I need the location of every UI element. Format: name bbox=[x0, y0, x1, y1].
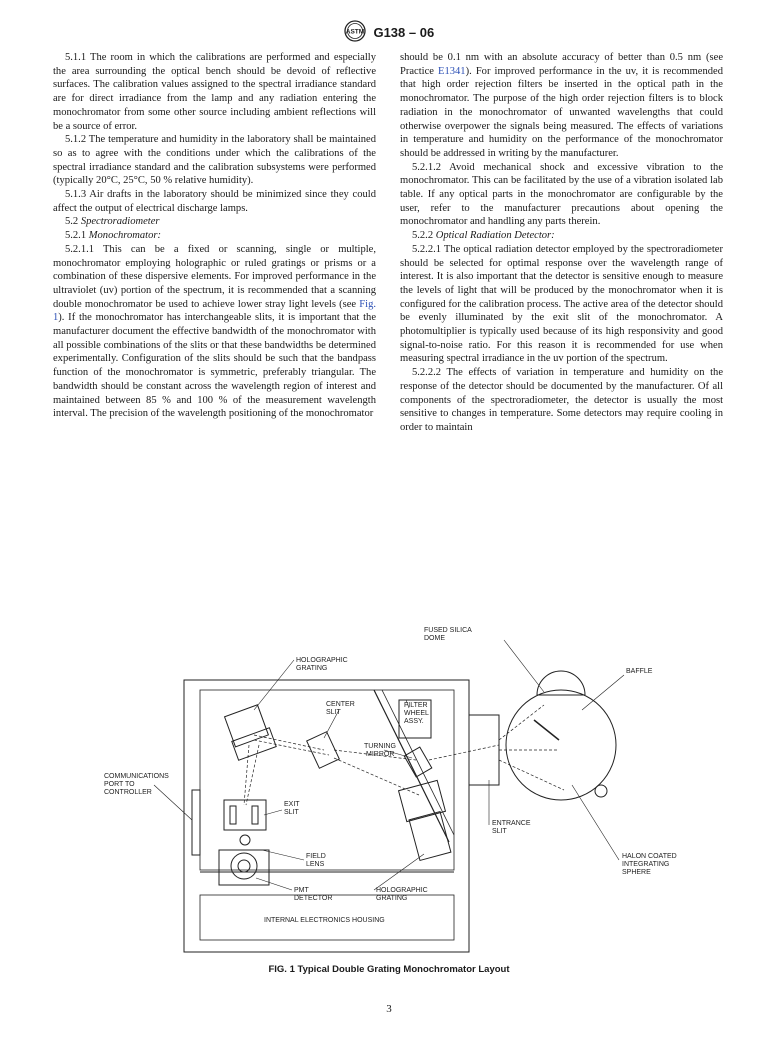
heading-5-2 bbox=[53, 215, 376, 229]
label-center-slit: CENTER bbox=[326, 701, 355, 708]
sphere-baffle bbox=[534, 720, 559, 740]
heading-5-2-2-title: Optical Radiation Detector: bbox=[435, 230, 555, 242]
figure-caption: FIG. 1 Typical Double Grating Monochromator Layout bbox=[268, 964, 510, 975]
label-pmt-detector-2: DETECTOR bbox=[294, 895, 333, 902]
paragraph-5-2-1-2: 5.2.1.2 Avoid mechanical shock and excessive vibration to the monochromator. This can be facilitated by the use of a vibration isolated lab table. If any optical parts in the monochromator are configurable by the user, refer to the manufacturer precautions about opening the monochromator and handling any parts therein. bbox=[400, 161, 723, 228]
page-header bbox=[0, 20, 778, 45]
label-halon-sphere-2: INTEGRATING bbox=[622, 861, 670, 868]
communications-port bbox=[192, 790, 200, 855]
document-title: G138 – 06 bbox=[373, 25, 435, 40]
paragraph-5-2-2-1: 5.2.2.1 The optical radiation detector employed by the spectroradiometer should be selected for optimal response over the wavelength range of interest. It is also important that the detector is sensitive enough to measure the levels of light that will be produced by the monochromator when it is configured for the calibration process. The active area of the detector should be evenly illuminated by the exit slit of the monochromator. A photomultiplier is typically used because of its high responsivity and good signal-to-noise ratio. For this reason it is recommended for use when measuring spectral irradiance in the uv portion of the spectrum. bbox=[400, 243, 723, 365]
left-column bbox=[53, 51, 376, 421]
label-exit-slit-2: SLIT bbox=[284, 809, 299, 816]
label-fused-silica-2: DOME bbox=[424, 635, 445, 642]
label-field-lens-2: LENS bbox=[306, 861, 325, 868]
label-holographic-grating-top-2: GRATING bbox=[296, 665, 328, 672]
heading-5-2-1-title: Monochromator: bbox=[88, 230, 161, 242]
label-filter-wheel-2: WHEEL bbox=[404, 710, 429, 717]
heading-5-2-title: Spectroradiometer bbox=[80, 216, 160, 228]
label-holographic-grating-top: HOLOGRAPHIC bbox=[296, 657, 348, 664]
label-holographic-grating-bottom: HOLOGRAPHIC bbox=[376, 887, 428, 894]
paragraph-continued-text-a: should be 0.1 nm with an absolute accuracy of better than 0.5 nm (see Practice bbox=[400, 52, 723, 77]
label-field-lens: FIELD bbox=[306, 853, 326, 860]
fig-1-link[interactable]: Fig. 1 bbox=[53, 298, 376, 324]
label-baffle: BAFFLE bbox=[626, 668, 653, 675]
heading-5-2-2 bbox=[400, 229, 723, 243]
paragraph-continued-text-b: ). For improved performance in the uv, it is recommended that high order rejection filters be inserted in the optical path in the monochromator. The purpose of the high order rejection filters is to block radiation in the monochromator of unwanted wavelengths that could otherwise overpower the signals being measured. The effects of variations in temperature and humidity on the performance of the monochromator should be addressed in writing by the manufacturer. bbox=[400, 65, 723, 159]
heading-5-2-2-number: 5.2.2 bbox=[412, 230, 434, 242]
diagram-labels bbox=[104, 627, 677, 924]
paragraph-5-2-1-1 bbox=[53, 243, 376, 421]
paragraph-5-1-2: 5.1.2 The temperature and humidity in the laboratory shall be maintained so as to agree with the conditions under which the calibrations of the spectral irradiance standard and the calibration subsystems were performed (typically 20°C, 25°C, 50 % relative humidity). bbox=[53, 134, 376, 187]
monochromator-diagram bbox=[104, 610, 684, 960]
holographic-grating-top bbox=[225, 705, 269, 747]
label-halon-sphere-3: SPHERE bbox=[622, 869, 651, 876]
svg-text:ASTM: ASTM bbox=[345, 28, 365, 36]
astm-logo-icon bbox=[344, 20, 366, 45]
fused-silica-dome bbox=[537, 671, 585, 695]
paragraph-5-2-1-1-text-b: ). If the monochromator has interchangeable slits, it is important that the manufacturer document the effective bandwidth of the monochromator with all possible combinations of the slits or that these bandwidths be determined experimentally. Configuration of the slits should be such that the bandpass function of the monochromator is symmetric, preferably triangular. The bandwidth should be constant across the wavelength region of interest and maintained between 85 % and 100 % of the measurement wavelength interval. The precision of the wavelength positioning of the monochromator bbox=[53, 312, 376, 420]
heading-5-2-1-number: 5.2.1 bbox=[65, 230, 87, 242]
page-number: 3 bbox=[386, 1003, 392, 1015]
heading-5-2-1 bbox=[53, 229, 376, 243]
label-filter-wheel: FILTER bbox=[404, 702, 428, 709]
label-communications-port: COMMUNICATIONS bbox=[104, 773, 169, 780]
paragraph-5-1-1: 5.1.1 The room in which the calibrations are performed and especially the area surrounding the optical bench should be devoid of reflective surfaces. The calibration values assigned to the spectral irradiance standard are for direct irradiance from the lamp and any radiation entering the monochromator from some other source including ambient reflections will be a source of error. bbox=[53, 52, 376, 132]
paragraph-5-1-3: 5.1.3 Air drafts in the laboratory should be minimized since they could affect the output of electrical discharge lamps. bbox=[53, 189, 376, 214]
heading-5-2-number: 5.2 bbox=[65, 216, 79, 228]
right-column bbox=[400, 51, 723, 435]
e1341-link[interactable]: E1341 bbox=[438, 65, 466, 77]
label-entrance-slit: ENTRANCE bbox=[492, 820, 531, 827]
label-holographic-grating-bottom-2: GRATING bbox=[376, 895, 408, 902]
label-center-slit-2: SLIT bbox=[326, 709, 341, 716]
label-exit-slit: EXIT bbox=[284, 801, 300, 808]
integrating-sphere bbox=[506, 690, 616, 800]
label-pmt-detector: PMT bbox=[294, 887, 309, 894]
label-turning-mirror-2: MIRROR bbox=[366, 751, 395, 758]
label-fused-silica: FUSED SILICA bbox=[424, 627, 472, 634]
label-electronics-housing: INTERNAL ELECTRONICS HOUSING bbox=[264, 917, 385, 924]
label-entrance-slit-2: SLIT bbox=[492, 828, 507, 835]
label-communications-port-3: CONTROLLER bbox=[104, 789, 152, 796]
monochromator-diagram-svg bbox=[104, 610, 684, 960]
label-halon-sphere: HALON COATED bbox=[622, 853, 677, 860]
paragraph-5-2-1-1-text-a: 5.2.1.1 This can be a fixed or scanning, single or multiple, monochromator employing holographic or ruled gratings or prisms or a combination of these dispersive elements. For improved performance in the ultraviolet (uv) portion of the spectrum, it is recommended that a scanning double monochromator be used to achieve lower stray light levels (see bbox=[53, 243, 376, 310]
paragraph-5-2-2-2: 5.2.2.2 The effects of variation in temperature and humidity on the response of the detector should be documented by the manufacturer. Of all components of the spectroradiometer, the detector is usually the most sensitive to changes in temperature. Some detectors may require cooling in order to maintain bbox=[400, 367, 723, 433]
label-filter-wheel-3: ASSY. bbox=[404, 718, 424, 725]
entrance-slit-port bbox=[469, 715, 499, 785]
label-turning-mirror: TURNING bbox=[364, 743, 396, 750]
label-communications-port-2: PORT TO bbox=[104, 781, 135, 788]
paragraph-continued bbox=[400, 51, 723, 161]
